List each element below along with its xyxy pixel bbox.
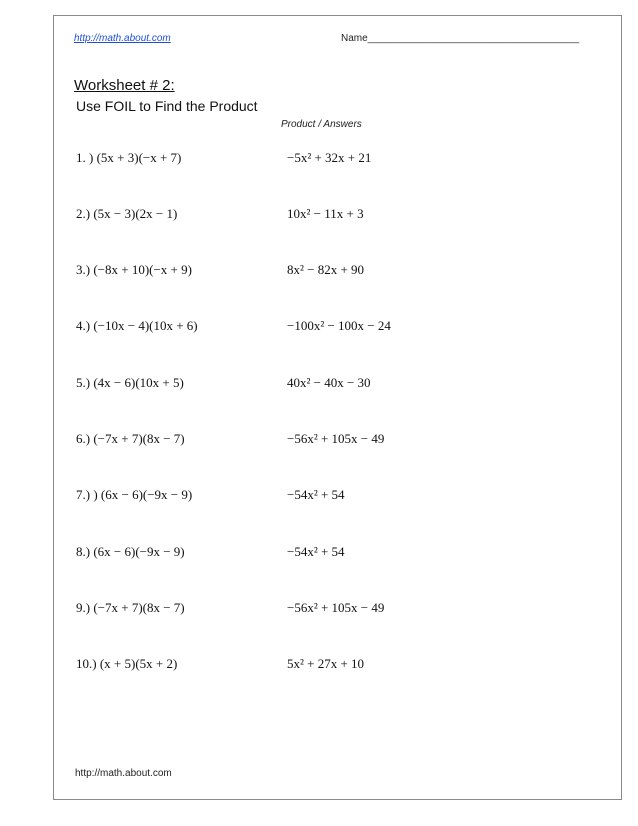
problem-10: 10.) (x + 5)(5x + 2)	[76, 656, 178, 671]
answer-6: −56x² + 105x − 49	[287, 431, 385, 446]
answer-3: 8x² − 82x + 90	[287, 262, 365, 277]
problem-6: 6.) (−7x + 7)(8x − 7)	[76, 431, 185, 446]
header-url-link[interactable]: http://math.about.com	[74, 33, 171, 44]
answer-10: 5x² + 27x + 10	[287, 656, 365, 671]
problem-9: 9.) (−7x + 7)(8x − 7)	[76, 600, 185, 615]
footer-url: http://math.about.com	[75, 768, 172, 779]
answer-1: −5x² + 32x + 21	[287, 150, 372, 165]
problem-3: 3.) (−8x + 10)(−x + 9)	[76, 262, 192, 277]
problem-7: 7.) ) (6x − 6)(−9x − 9)	[76, 487, 193, 502]
problem-8: 8.) (6x − 6)(−9x − 9)	[76, 544, 185, 559]
problem-4: 4.) (−10x − 4)(10x + 6)	[76, 318, 198, 333]
worksheet-subtitle: Use FOIL to Find the Product	[76, 98, 258, 114]
problem-5: 5.) (4x − 6)(10x + 5)	[76, 375, 184, 390]
answers-heading: Product / Answers	[281, 119, 362, 130]
worksheet-title: Worksheet # 2:	[74, 77, 175, 94]
answer-2: 10x² − 11x + 3	[287, 206, 364, 221]
answer-9: −56x² + 105x − 49	[287, 600, 385, 615]
answer-4: −100x² − 100x − 24	[287, 318, 391, 333]
problem-1: 1. ) (5x + 3)(−x + 7)	[76, 150, 182, 165]
worksheet-page	[53, 15, 622, 800]
answer-7: −54x² + 54	[287, 487, 345, 502]
answer-5: 40x² − 40x − 30	[287, 375, 371, 390]
name-field-label: Name______________________________________	[341, 33, 580, 44]
problem-2: 2.) (5x − 3)(2x − 1)	[76, 206, 178, 221]
answer-8: −54x² + 54	[287, 544, 345, 559]
